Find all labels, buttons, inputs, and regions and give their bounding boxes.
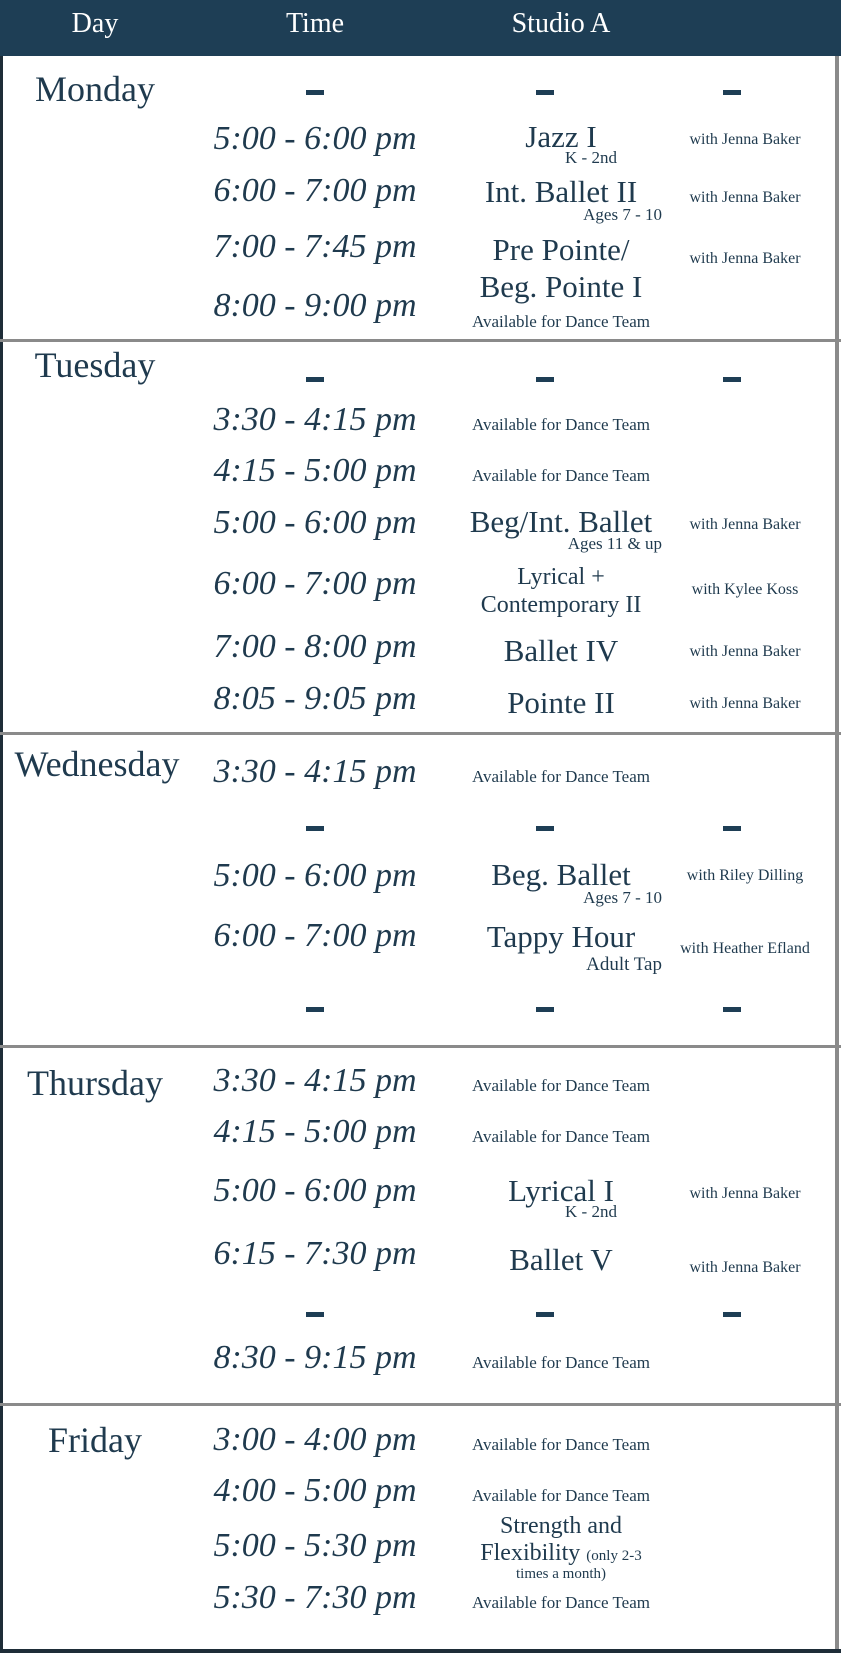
class-name-line1: Lyrical +: [517, 564, 605, 590]
dash-separator: [306, 1007, 324, 1012]
dash-separator: [306, 90, 324, 95]
time-slot: 3:30 - 4:15 pm: [213, 401, 417, 438]
dash-separator: [536, 1007, 554, 1012]
class-name: Ballet IV: [503, 633, 619, 668]
class-name: Beg/Int. Ballet: [469, 504, 653, 539]
frame-bottom-border: [0, 1649, 841, 1653]
time-slot: 5:00 - 5:30 pm: [213, 1527, 417, 1564]
dash-separator: [306, 377, 324, 382]
time-slot: 6:00 - 7:00 pm: [213, 917, 417, 954]
class-sub-label: K - 2nd: [565, 148, 617, 167]
class-sub-label: Ages 7 - 10: [583, 205, 662, 224]
day-label-wednesday: Wednesday: [14, 744, 180, 784]
dash-separator: [306, 1312, 324, 1317]
dash-separator: [723, 1312, 741, 1317]
dash-separator: [536, 377, 554, 382]
class-name: Available for Dance Team: [471, 1353, 650, 1372]
class-name: Available for Dance Team: [471, 415, 650, 434]
time-slot: 3:30 - 4:15 pm: [213, 753, 417, 790]
frame-left-border: [0, 56, 3, 1653]
day-label-thursday: Thursday: [27, 1063, 163, 1103]
time-slot: 6:00 - 7:00 pm: [213, 565, 417, 602]
class-sub-label: Ages 11 & up: [567, 534, 662, 553]
time-slot: 4:15 - 5:00 pm: [213, 452, 417, 489]
time-slot: 8:00 - 9:00 pm: [213, 287, 417, 324]
time-slot: 4:15 - 5:00 pm: [213, 1113, 417, 1150]
header-bar: [0, 0, 841, 56]
teacher-name: with Jenna Baker: [689, 1259, 801, 1276]
teacher-name: with Jenna Baker: [689, 1185, 801, 1202]
dash-separator: [536, 90, 554, 95]
teacher-name: with Jenna Baker: [689, 643, 801, 660]
time-slot: 8:30 - 9:15 pm: [213, 1339, 417, 1376]
class-name: Available for Dance Team: [471, 1486, 650, 1505]
teacher-name: with Riley Dilling: [686, 867, 804, 884]
class-name: Tappy Hour: [486, 919, 636, 954]
time-slot: 5:00 - 6:00 pm: [213, 504, 417, 541]
teacher-name: with Jenna Baker: [689, 131, 801, 148]
class-sub-label: Ages 7 - 10: [583, 888, 662, 907]
teacher-name: with Jenna Baker: [689, 189, 801, 206]
class-name: Ballet V: [509, 1242, 613, 1277]
class-sub-label: Available for Dance Team: [471, 312, 650, 331]
class-name: Available for Dance Team: [471, 466, 650, 485]
dash-separator: [723, 826, 741, 831]
dash-separator: [723, 1007, 741, 1012]
time-slot: 3:30 - 4:15 pm: [213, 1062, 417, 1099]
time-slot: 5:00 - 6:00 pm: [213, 120, 417, 157]
time-slot: 7:00 - 7:45 pm: [213, 228, 417, 265]
teacher-name: with Jenna Baker: [689, 516, 801, 533]
class-note-line1: (only 2-3: [586, 1548, 642, 1564]
class-name: Available for Dance Team: [471, 1076, 650, 1095]
header-time: Time: [285, 8, 345, 39]
class-name: Beg. Pointe I: [479, 269, 643, 304]
dash-separator: [723, 90, 741, 95]
teacher-name: with Jenna Baker: [689, 695, 801, 712]
class-name: Available for Dance Team: [471, 1435, 650, 1454]
day-divider: [0, 339, 841, 342]
time-slot: 5:00 - 6:00 pm: [213, 1172, 417, 1209]
class-note-line2: times a month): [516, 1566, 606, 1582]
dash-separator: [723, 377, 741, 382]
class-name: Pre Pointe/: [492, 232, 630, 267]
frame-right-border: [835, 56, 839, 1653]
day-divider: [0, 1403, 841, 1406]
class-name-line2: Contemporary II: [480, 592, 642, 618]
time-slot: 8:05 - 9:05 pm: [213, 680, 417, 717]
class-name: Int. Ballet II: [484, 174, 638, 209]
class-name: Available for Dance Team: [471, 1593, 650, 1612]
time-slot: 5:00 - 6:00 pm: [213, 857, 417, 894]
class-sub-label: K - 2nd: [565, 1202, 617, 1221]
class-name: Available for Dance Team: [471, 1127, 650, 1146]
class-name: Jazz I: [525, 119, 597, 154]
class-name: Pointe II: [507, 685, 615, 720]
teacher-name: with Jenna Baker: [689, 250, 801, 267]
day-divider: [0, 732, 841, 735]
class-name: Available for Dance Team: [471, 767, 650, 786]
class-name-line2-text: Flexibility: [480, 1540, 581, 1566]
time-slot: 5:30 - 7:30 pm: [213, 1579, 417, 1616]
header-day: Day: [71, 8, 119, 39]
time-slot: 4:00 - 5:00 pm: [213, 1472, 417, 1509]
dash-separator: [536, 826, 554, 831]
time-slot: 3:00 - 4:00 pm: [213, 1421, 417, 1458]
day-divider: [0, 1045, 841, 1048]
day-label-tuesday: Tuesday: [34, 345, 156, 385]
class-name: Lyrical I: [508, 1173, 614, 1208]
time-slot: 6:15 - 7:30 pm: [213, 1235, 417, 1272]
header-studio: Studio A: [511, 8, 611, 39]
day-label-monday: Monday: [35, 69, 155, 109]
time-slot: 6:00 - 7:00 pm: [213, 172, 417, 209]
dash-separator: [536, 1312, 554, 1317]
class-sub-label: Adult Tap: [586, 954, 662, 975]
dash-separator: [306, 826, 324, 831]
time-slot: 7:00 - 8:00 pm: [213, 628, 417, 665]
teacher-name: with Heather Efland: [680, 940, 810, 957]
teacher-name: with Kylee Koss: [691, 581, 799, 598]
day-label-friday: Friday: [48, 1420, 142, 1460]
class-name-line1: Strength and: [500, 1513, 622, 1539]
class-name: Beg. Ballet: [491, 857, 631, 892]
